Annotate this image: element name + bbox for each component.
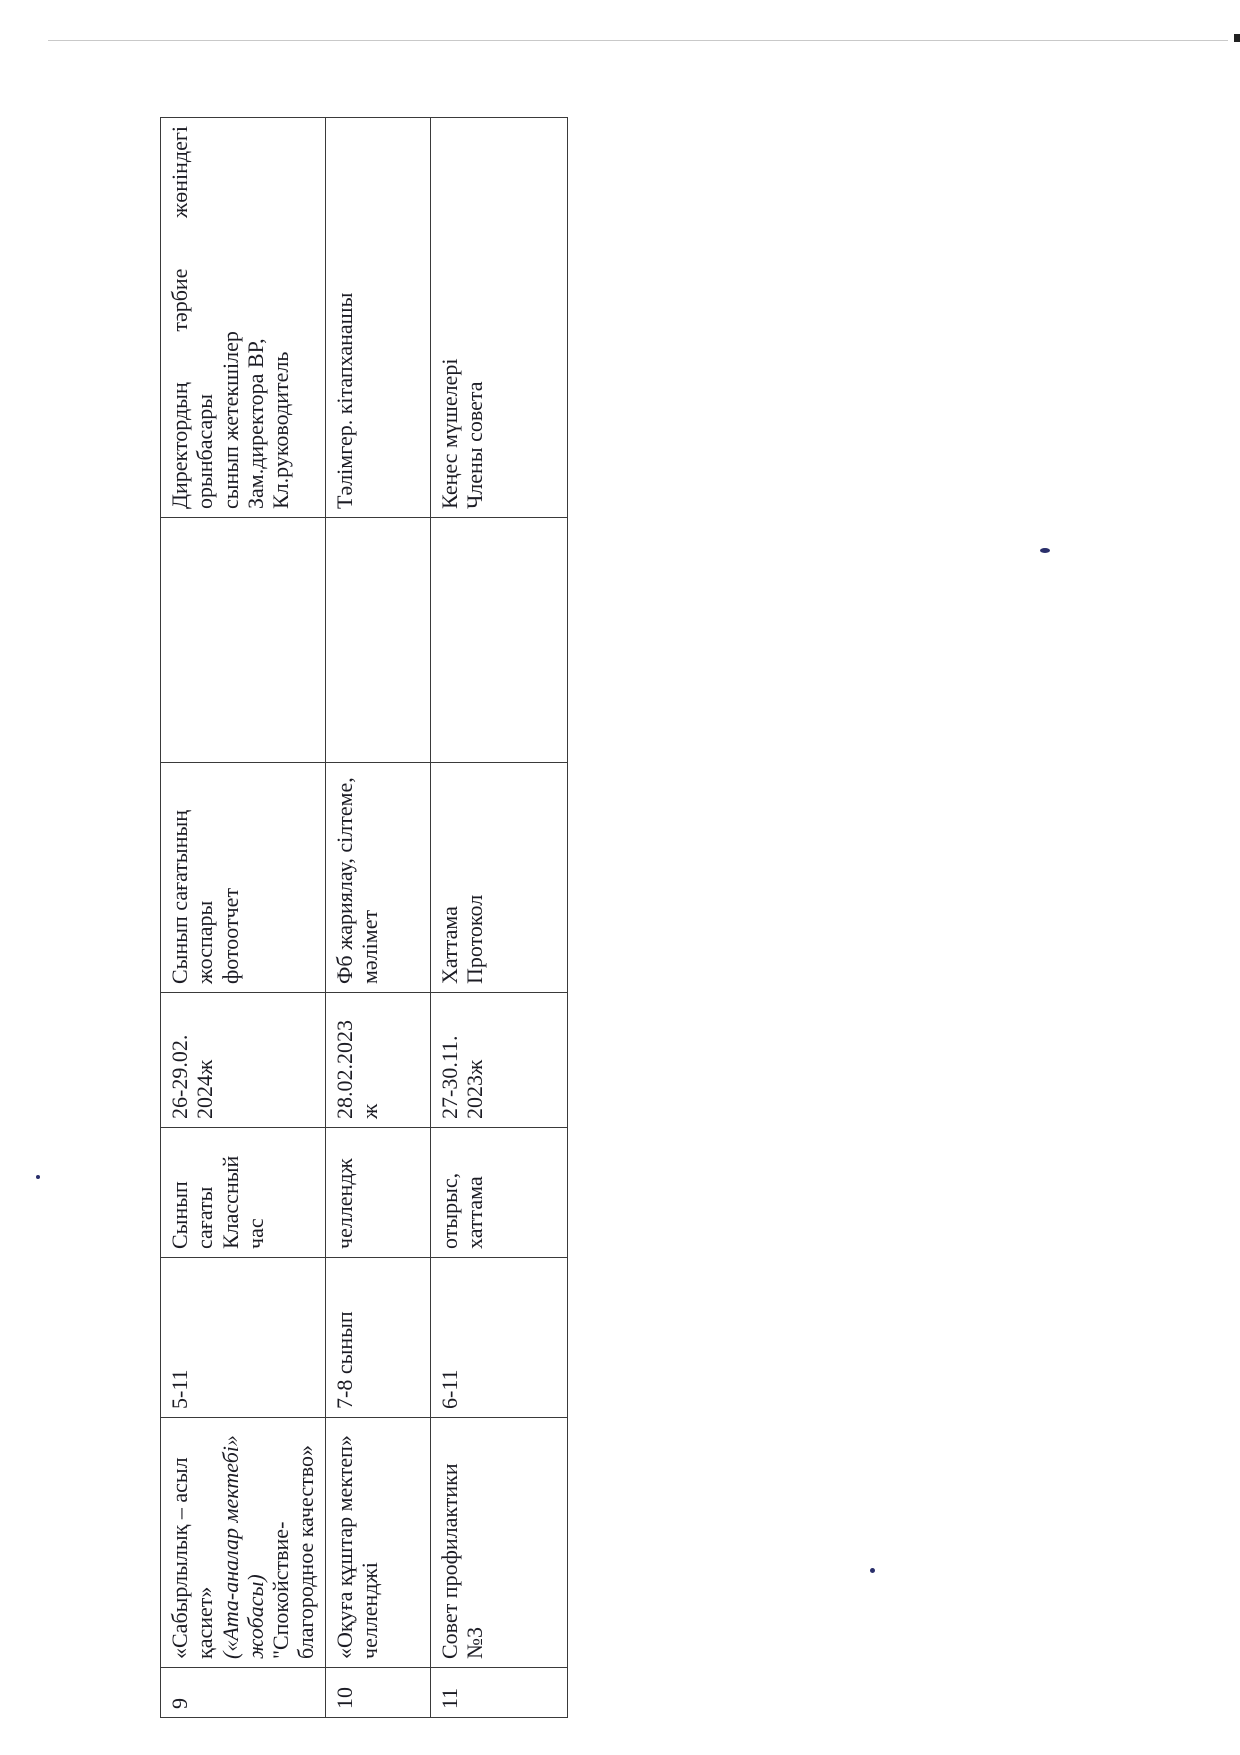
row-number: 10 [325,1668,430,1718]
event-title-subtitle: («Ата-аналар мектебі» жобасы) [217,1435,268,1659]
result-cell [430,763,567,993]
table-row [325,118,430,1718]
form-cell: отырыс, хаттама [430,1128,567,1258]
responsible-line: Директордың тәрбие жөніндегі орынбасары [167,126,218,509]
event-title-line: «Оқуға құштар мектеп» челленджі [331,1435,383,1659]
event-title-line: "Спокойствие-благородное качество» [268,1445,319,1659]
responsible-cell [430,118,567,518]
responsible-line: Кеңес мүшелері [436,358,462,509]
responsible-line: Зам.директора ВР, [242,338,268,509]
rotated-table-wrapper [160,118,552,1718]
responsible-line: Члены совета [462,381,488,509]
form-cell: челлендж [325,1128,430,1258]
event-title-cell [430,1418,567,1668]
result-line: фотоотчет [217,887,243,984]
table-row [430,118,567,1718]
blank-cell [325,518,430,763]
result-line: Протокол [462,894,488,984]
ink-speck [870,1568,875,1573]
event-plan-table [160,117,568,1718]
date-cell: 28.02.2023 ж [325,993,430,1128]
date-cell: 27-30.11. 2023ж [430,993,567,1128]
blank-cell [161,518,326,763]
event-title-cell [325,1418,430,1668]
responsible-line: сынып жетекшілер [217,331,243,509]
scan-top-edge [48,40,1228,41]
classes-cell: 5-11 [161,1258,326,1418]
result-cell [325,763,430,993]
classes-cell: 7-8 сынып [325,1258,430,1418]
responsible-line: Тәлімгер. кітапханашы [331,292,357,509]
row-number: 11 [430,1668,567,1718]
date-cell: 26-29.02. 2024ж [161,993,326,1128]
scan-corner-mark [1234,34,1240,42]
ink-speck [36,1175,40,1179]
responsible-cell [325,118,430,518]
result-line: Фб жариялау, сілтеме, мәлімет [331,777,383,984]
event-title-line: «Сабырлылық – асыл қасиет» [167,1457,218,1659]
result-cell [161,763,326,993]
responsible-cell [161,118,326,518]
event-title-line: Совет профилактики №3 [436,1463,488,1659]
result-line: Хаттама [436,906,462,984]
event-title-cell [161,1418,326,1668]
classes-cell: 6-11 [430,1258,567,1418]
form-cell: Сынып сағаты Классный час [161,1128,326,1258]
responsible-line: Кл.руководитель [268,351,294,509]
blank-cell [430,518,567,763]
row-number: 9 [161,1668,326,1718]
ink-speck [1040,548,1050,553]
result-line: Сынып сағатының жоспары [167,809,218,984]
table-row [161,118,326,1718]
